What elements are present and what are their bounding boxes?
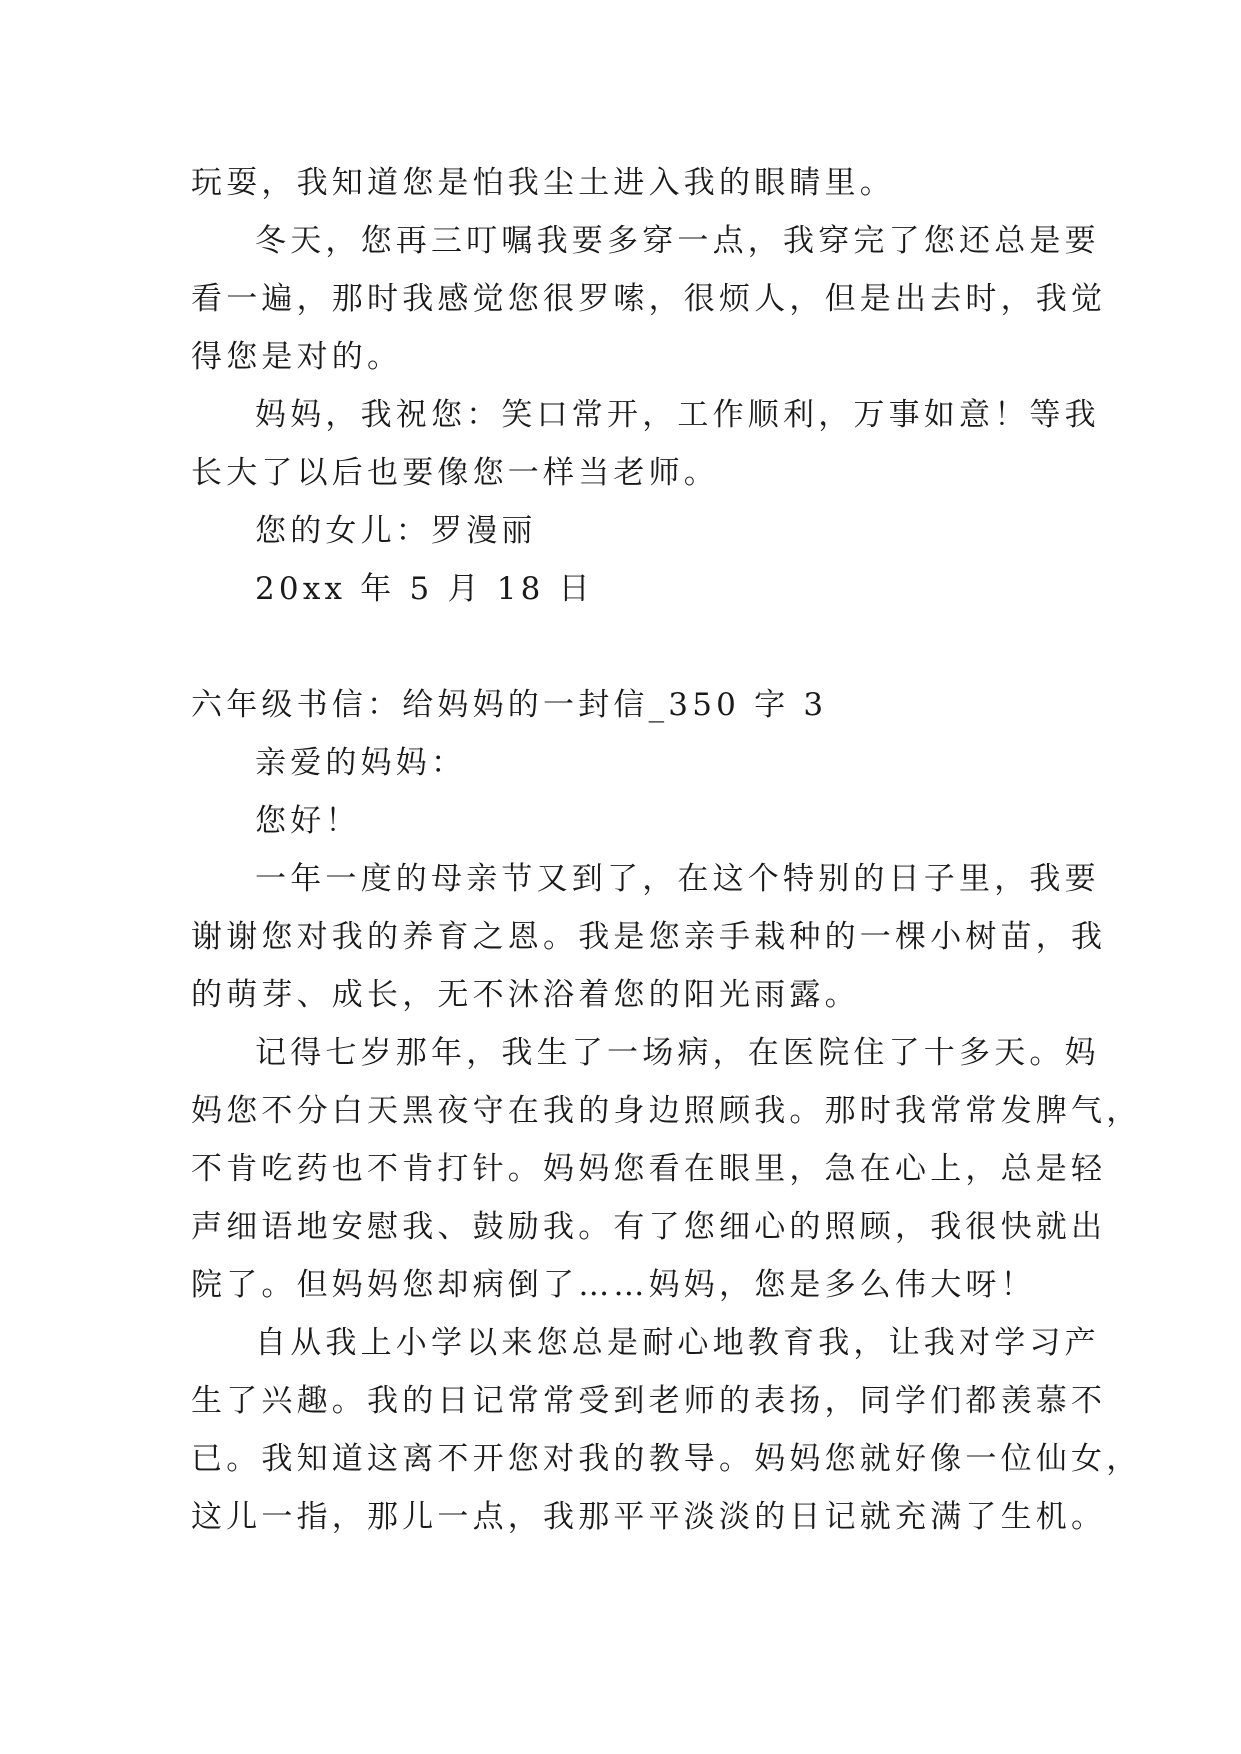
section-title: 六年级书信：给妈妈的一封信_350 字 3 — [191, 687, 828, 723]
text-line: 的萌芽、成长，无不沐浴着您的阳光雨露。 — [191, 977, 860, 1013]
text-line: 冬天，您再三叮嘱我要多穿一点，我穿完了您还总是要 — [255, 223, 1100, 259]
text-line: 不肯吃药也不肯打针。妈妈您看在眼里，急在心上，总是轻 — [191, 1151, 1107, 1187]
text-line: 记得七岁那年，我生了一场病，在医院住了十多天。妈 — [255, 1035, 1100, 1071]
text-line: 生了兴趣。我的日记常常受到老师的表扬，同学们都羡慕不 — [191, 1383, 1107, 1419]
text-line: 得您是对的。 — [191, 339, 403, 375]
text-line: 这儿一指，那儿一点，我那平平淡淡的日记就充满了生机。 — [191, 1499, 1107, 1535]
text-line: 妈您不分白天黑夜守在我的身边照顾我。那时我常常发脾气， — [191, 1093, 1142, 1129]
text-line: 玩耍，我知道您是怕我尘土进入我的眼睛里。 — [191, 165, 895, 201]
text-line: 谢谢您对我的养育之恩。我是您亲手栽种的一棵小树苗，我 — [191, 919, 1107, 955]
text-line: 已。我知道这离不开您对我的教导。妈妈您就好像一位仙女， — [191, 1441, 1142, 1477]
text-line: 自从我上小学以来您总是耐心地教育我，让我对学习产 — [255, 1325, 1100, 1361]
greeting: 您好！ — [255, 803, 361, 839]
text-line: 看一遍，那时我感觉您很罗嗦，很烦人，但是出去时，我觉 — [191, 281, 1107, 317]
signature-line: 您的女儿：罗漫丽 — [255, 513, 537, 549]
text-line: 妈妈，我祝您：笑口常开，工作顺利，万事如意！等我 — [255, 397, 1100, 433]
salutation: 亲爱的妈妈： — [255, 745, 467, 781]
text-line: 一年一度的母亲节又到了，在这个特别的日子里，我要 — [255, 861, 1100, 897]
text-line: 长大了以后也要像您一样当老师。 — [191, 455, 719, 491]
date-line: 20xx 年 5 月 18 日 — [255, 571, 594, 607]
text-line: 院了。但妈妈您却病倒了……妈妈，您是多么伟大呀！ — [191, 1267, 1036, 1303]
text-line: 声细语地安慰我、鼓励我。有了您细心的照顾，我很快就出 — [191, 1209, 1107, 1245]
